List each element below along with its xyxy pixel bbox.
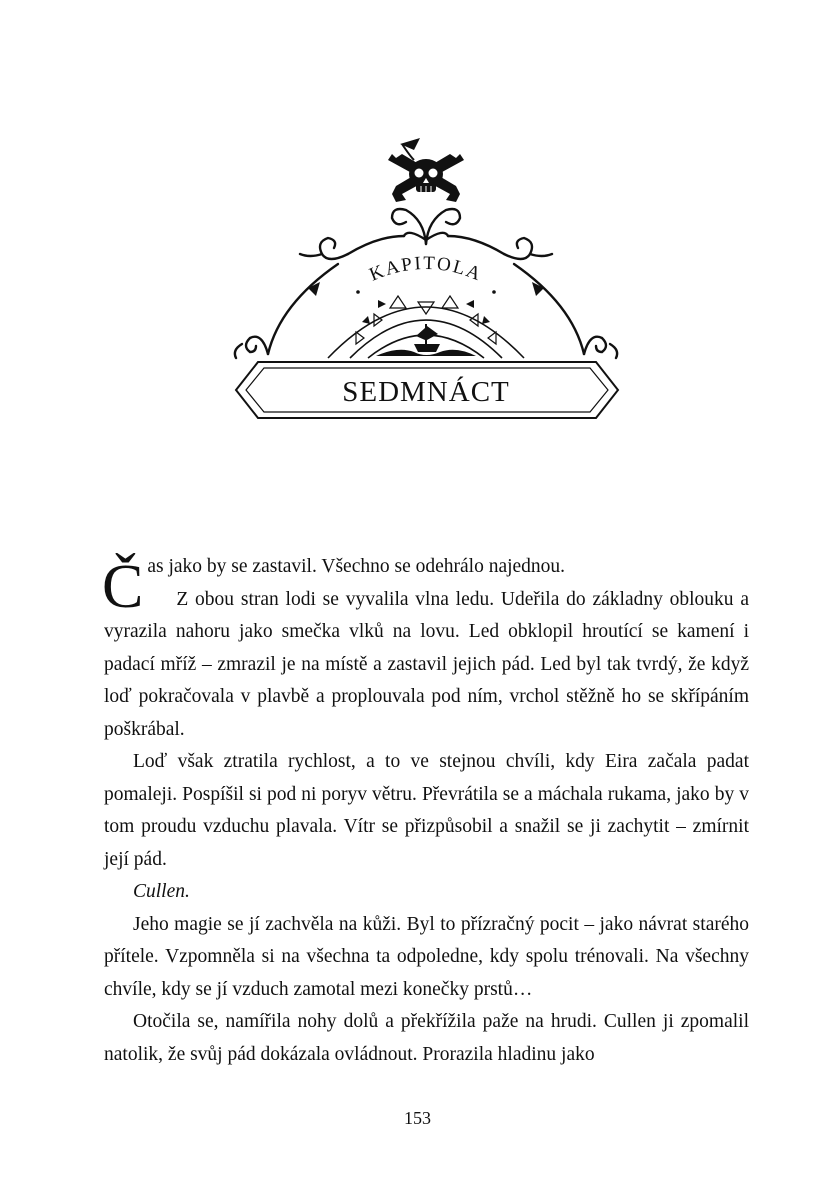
skull-crossed-pistols-icon [388,138,464,202]
drop-cap: Č [102,553,144,621]
italic-name: Cullen. [133,881,190,902]
paragraph [104,876,749,909]
body-text [104,551,749,1071]
paragraph: Otočila se, namířila nohy dolů a překřížila paže na hrudi. Cullen ji zpomalil natolik, že svůj pád dokázala ovládnout. Prorazila hladinu jako [104,1011,749,1065]
chapter-number: SEDMNÁCT [342,376,510,408]
paragraph: Loď však ztratila rychlost, a to ve stejnou chvíli, kdy Eira začala padat pomaleji. Pospíšil si pod ni poryv větru. Převrátila se a máchala rukama, jako by v tom proudu vzduchu plavala. Vítr se přizpůsobil a snažil se ji zachytit – zmírnit její pád. [104,751,749,870]
chapter-label: KAPITOLA [366,252,486,286]
paragraph: Z obou stran lodi se vyvalila vlna ledu. Udeřila do základny oblouku a vyrazila nahoru jako smečka vlků na lovu. Led obklopil hroutící se kamení i padací mříž – zmrazil je na místě a zastavil jejich pád. Led byl tak tvrdý, že když loď pokračovala v plavbě a proplouvala pod ním, vrchol stěžně ho se skřípáním poškrábal. [104,588,749,740]
paragraph: Čas jako by se zastavil. Všechno se odehrálo najednou. [102,553,566,621]
paragraph: Jeho magie se jí zachvěla na kůži. Byl to přízračný pocit – jako návrat starého přítele. Vzpomněla si na všechna ta odpoledne, kdy spolu trénovali. Na všechny chvíle, kdy se jí vzduch zamotal mezi konečky prstů… [104,913,749,1000]
page-number: 153 [404,1108,431,1128]
chapter-emblem [228,136,624,424]
